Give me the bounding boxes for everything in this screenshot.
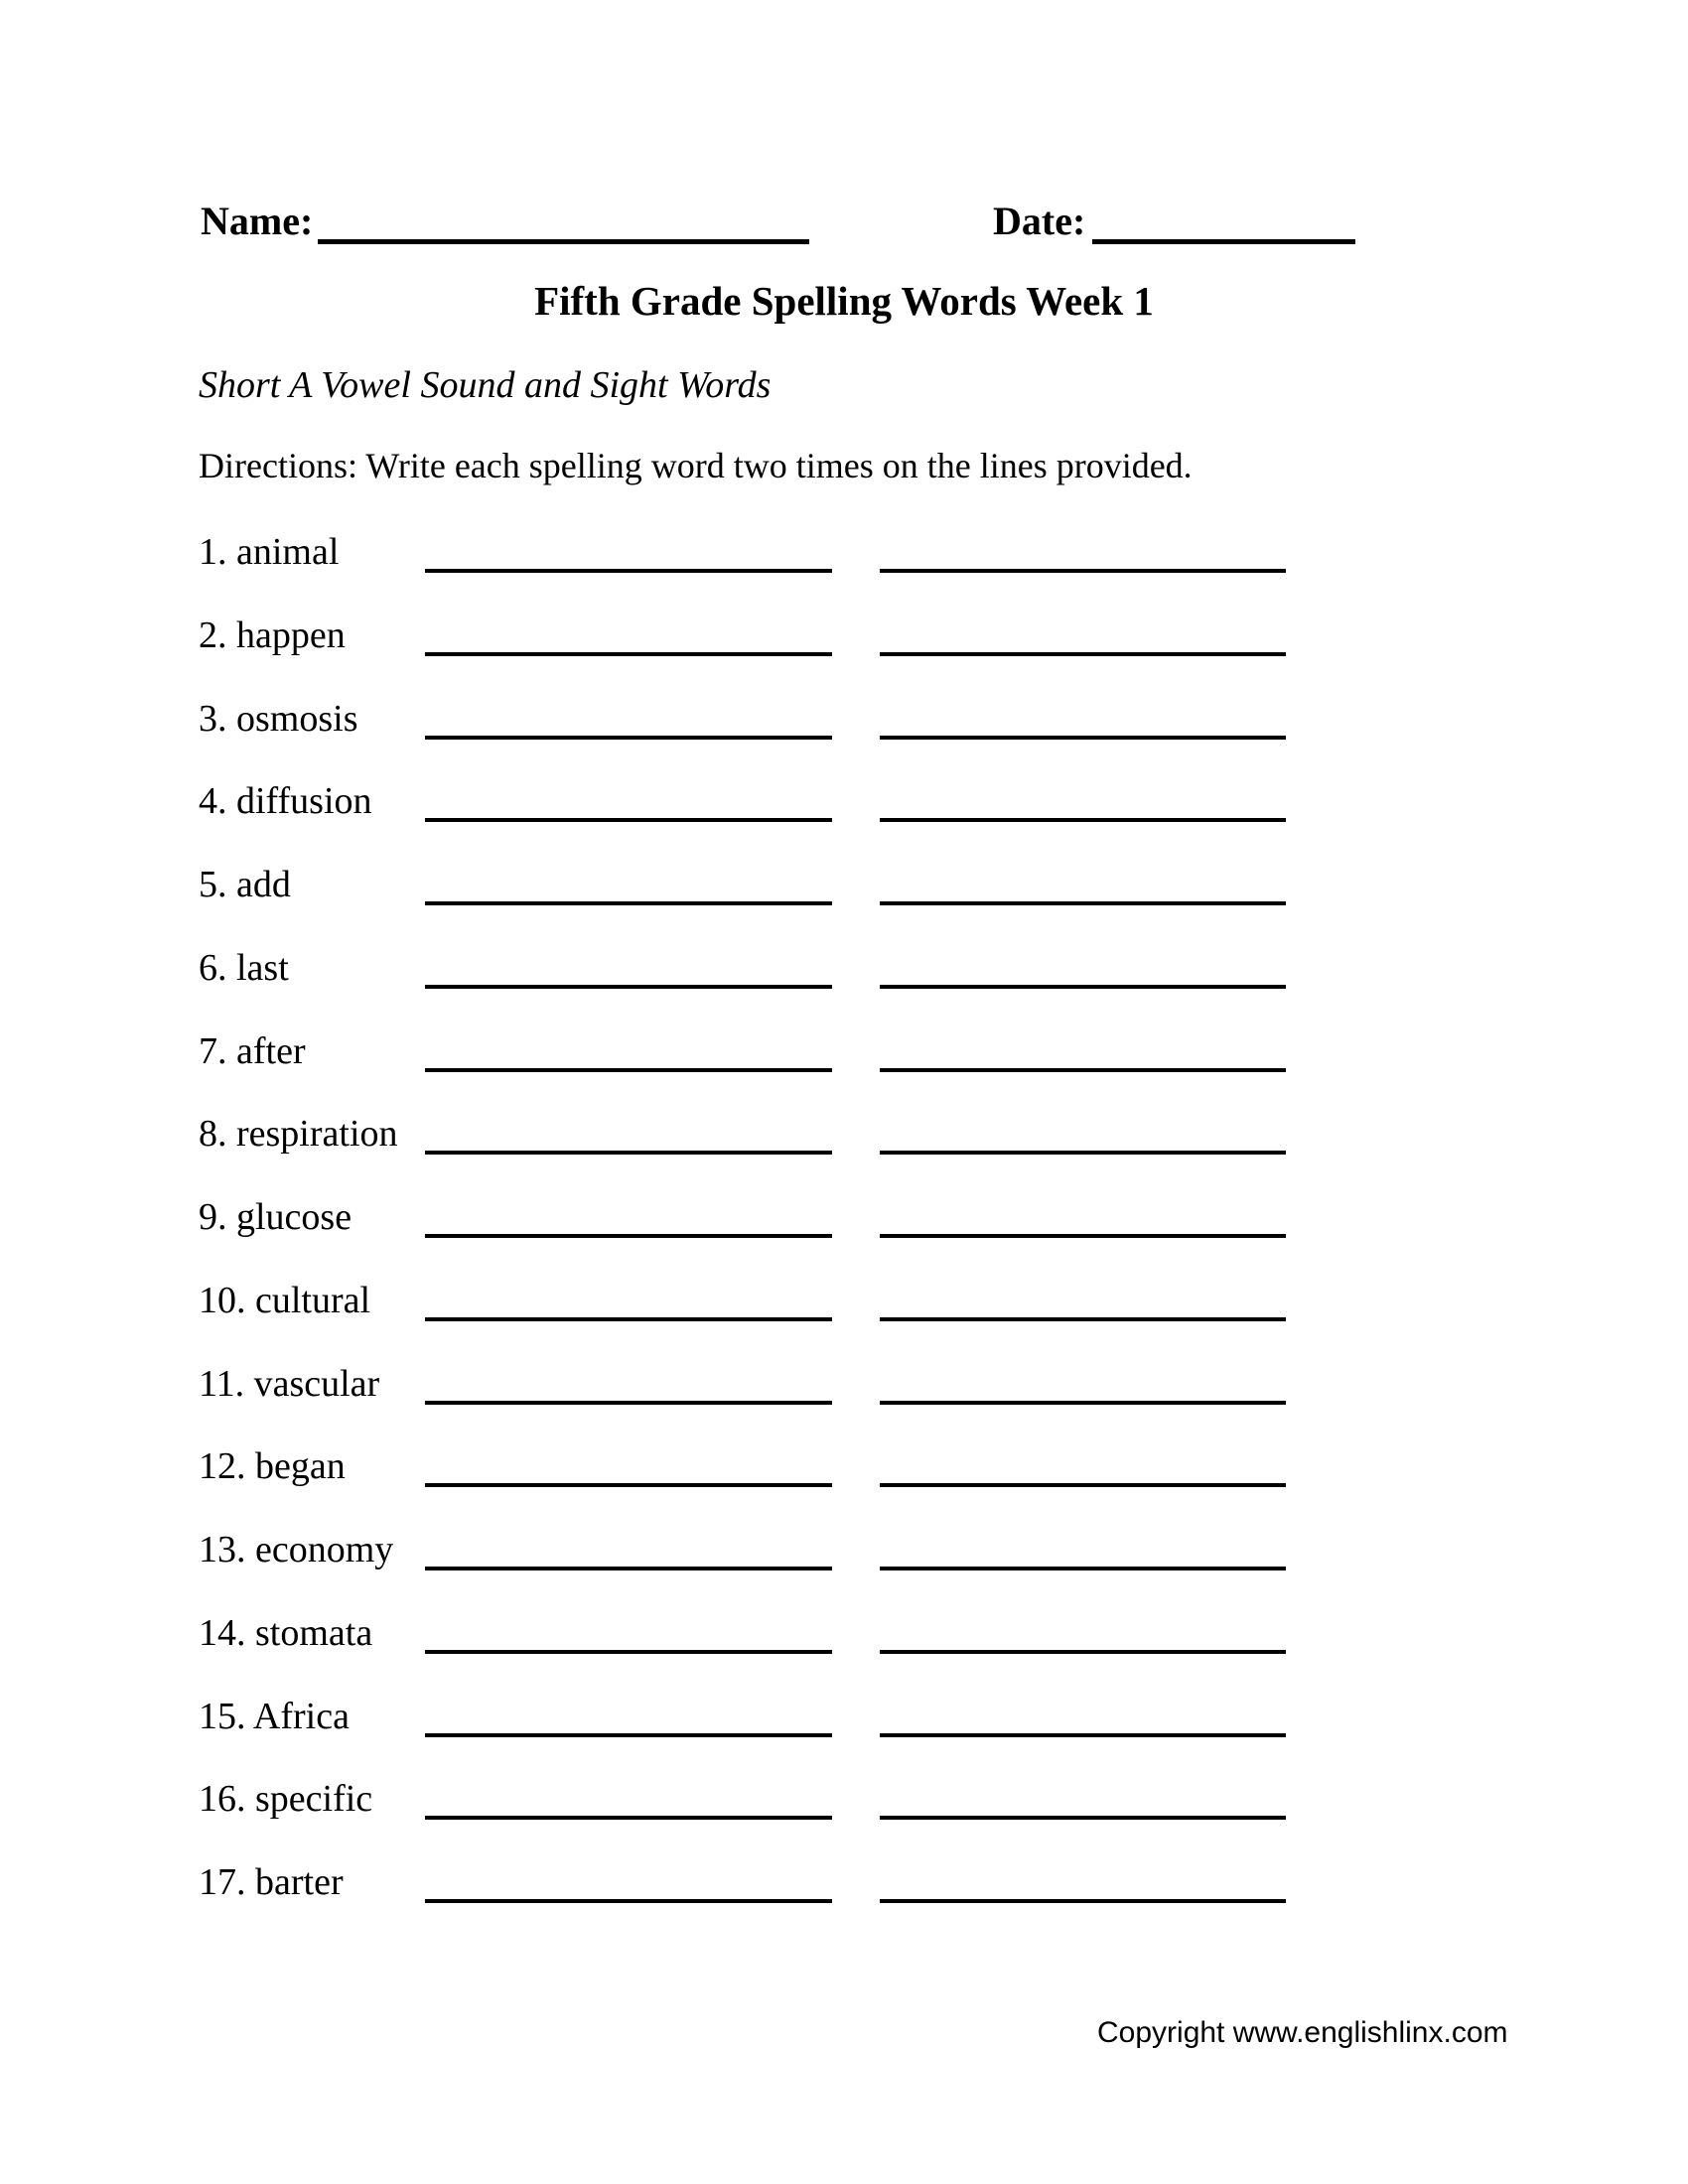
practice-line-1 <box>425 1483 832 1487</box>
practice-line-1 <box>425 1650 832 1654</box>
spelling-word: 3. osmosis <box>199 697 358 740</box>
practice-line-2 <box>880 1317 1286 1321</box>
spelling-row <box>0 1527 1688 1610</box>
spelling-word: 4. diffusion <box>199 780 372 823</box>
spelling-row <box>0 1361 1688 1444</box>
date-blank-line <box>1092 239 1355 244</box>
spelling-word: 2. happen <box>199 614 346 656</box>
spelling-row <box>0 696 1688 779</box>
spelling-word: 1. animal <box>199 531 340 573</box>
spelling-word: 16. specific <box>199 1778 373 1821</box>
spelling-row <box>0 945 1688 1028</box>
practice-line-2 <box>880 1899 1286 1903</box>
name-label: Name: <box>201 199 314 243</box>
practice-line-1 <box>425 1899 832 1903</box>
lesson-subtitle: Short A Vowel Sound and Sight Words <box>199 364 772 406</box>
spelling-word: 10. cultural <box>199 1279 371 1321</box>
practice-line-1 <box>425 985 832 989</box>
practice-line-2 <box>880 1401 1286 1405</box>
practice-line-2 <box>880 985 1286 989</box>
practice-line-1 <box>425 1567 832 1570</box>
practice-line-1 <box>425 1401 832 1405</box>
spelling-row <box>0 1278 1688 1361</box>
spelling-word: 8. respiration <box>199 1113 398 1156</box>
practice-line-1 <box>425 569 832 573</box>
practice-line-1 <box>425 1151 832 1155</box>
practice-line-2 <box>880 736 1286 740</box>
practice-line-1 <box>425 1733 832 1737</box>
spelling-row <box>0 1859 1688 1943</box>
spelling-row <box>0 1111 1688 1194</box>
practice-line-1 <box>425 901 832 905</box>
practice-line-2 <box>880 1068 1286 1072</box>
practice-line-1 <box>425 652 832 656</box>
practice-line-2 <box>880 652 1286 656</box>
copyright-text: Copyright www.englishlinx.com <box>1097 2016 1508 2049</box>
spelling-word: 12. began <box>199 1445 346 1488</box>
page-title: Fifth Grade Spelling Words Week 1 <box>534 278 1154 324</box>
practice-line-1 <box>425 1816 832 1820</box>
practice-line-1 <box>425 818 832 822</box>
practice-line-2 <box>880 1567 1286 1570</box>
spelling-row <box>0 1443 1688 1527</box>
spelling-row <box>0 1028 1688 1112</box>
spelling-row <box>0 778 1688 862</box>
practice-line-2 <box>880 1483 1286 1487</box>
practice-line-2 <box>880 901 1286 905</box>
spelling-word: 17. barter <box>199 1861 344 1903</box>
practice-line-1 <box>425 1317 832 1321</box>
name-blank-line <box>318 239 809 244</box>
spelling-row <box>0 613 1688 696</box>
directions-text: Directions: Write each spelling word two times on the lines provided. <box>199 446 1193 485</box>
spelling-word: 7. after <box>199 1029 306 1072</box>
spelling-row <box>0 1610 1688 1694</box>
practice-line-1 <box>425 1068 832 1072</box>
spelling-word: 15. Africa <box>199 1695 350 1737</box>
spelling-row <box>0 1694 1688 1777</box>
spelling-word: 14. stomata <box>199 1611 373 1654</box>
spelling-word: 9. glucose <box>199 1196 352 1238</box>
practice-line-2 <box>880 1733 1286 1737</box>
practice-line-2 <box>880 1234 1286 1238</box>
spelling-word: 11. vascular <box>199 1362 380 1405</box>
practice-line-2 <box>880 1650 1286 1654</box>
spelling-row <box>0 862 1688 945</box>
practice-line-2 <box>880 818 1286 822</box>
spelling-row <box>0 529 1688 613</box>
spelling-word: 6. last <box>199 946 289 989</box>
practice-line-2 <box>880 1816 1286 1820</box>
spelling-row <box>0 1776 1688 1859</box>
spelling-word: 13. economy <box>199 1529 394 1570</box>
spelling-row <box>0 1194 1688 1278</box>
practice-line-2 <box>880 1151 1286 1155</box>
practice-line-1 <box>425 1234 832 1238</box>
practice-line-2 <box>880 569 1286 573</box>
practice-line-1 <box>425 736 832 740</box>
date-label: Date: <box>993 199 1086 243</box>
spelling-word: 5. add <box>199 864 291 905</box>
